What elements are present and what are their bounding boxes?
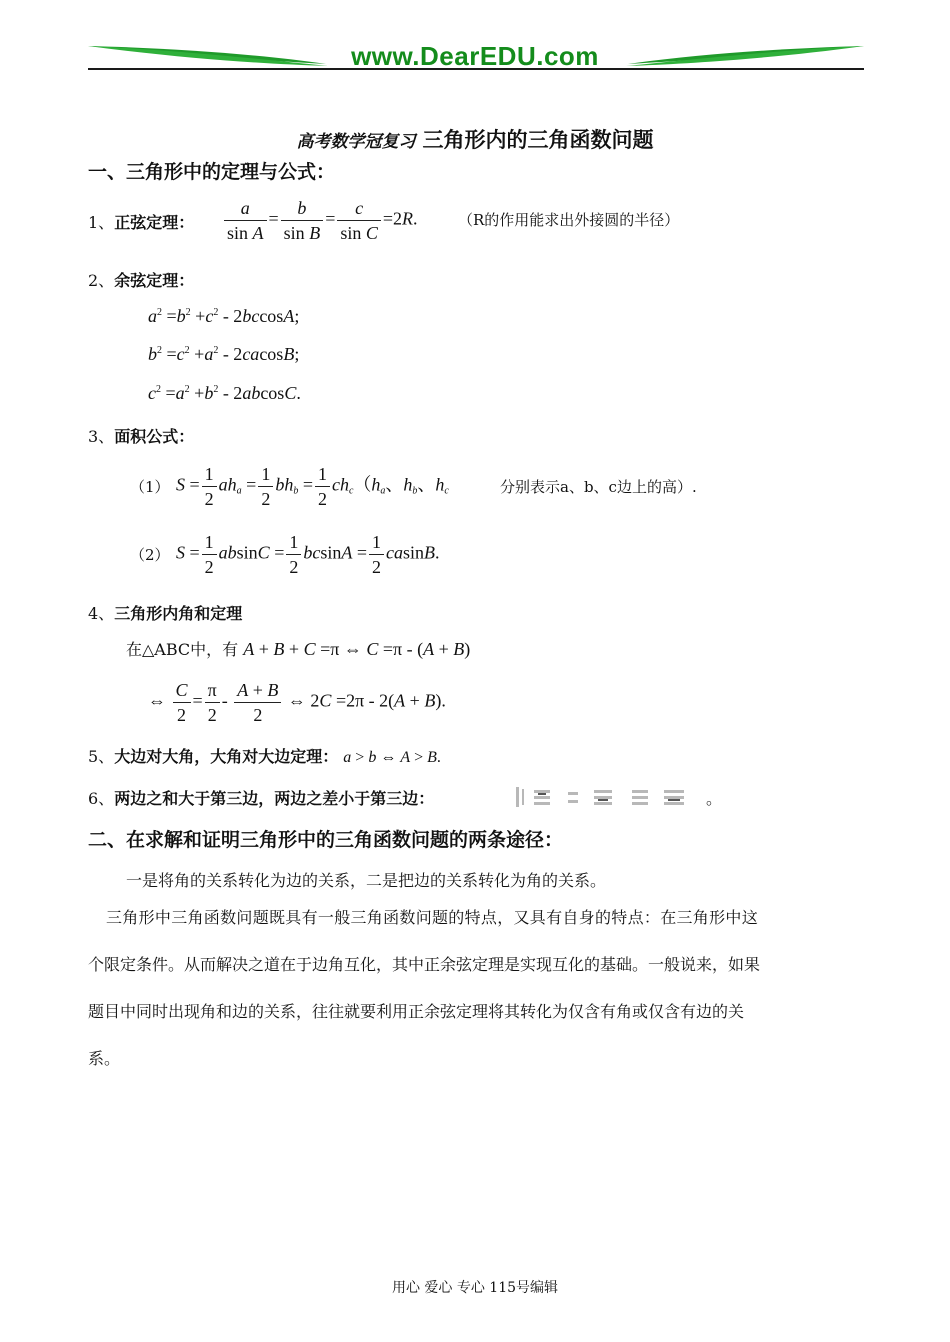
page-footer: 用心 爱心 专心 115号编辑 xyxy=(391,1280,559,1296)
paragraph-line: 系。 xyxy=(88,1049,121,1068)
sine-law-note: （R的作用能求出外接圆的半径） xyxy=(458,211,680,229)
item-label: 两边之和大于第三边，两边之差小于第三边： xyxy=(114,789,435,808)
item-angle-sum xyxy=(88,601,242,624)
item-triangle-inequality xyxy=(88,786,434,809)
title-prefix: 高考数学冠复习 xyxy=(296,132,416,152)
section2-heading: 二、在求解和证明三角形中的三角函数问题的两条途径： xyxy=(88,829,564,851)
sine-law-formula: $\frac{a}{\text{sin A}}$ = $\frac{b}{\text{sin B}}$ = $\frac{c}{\text{sin C}}$ =2R. xyxy=(222,196,418,245)
paragraph-line: 个限定条件。从而解决之道在于边角互化，其中正余弦定理是实现互化的基础。一般说来，如果 xyxy=(88,955,761,974)
area-case-1-label: （1） xyxy=(130,478,170,496)
angle-sum-line: 在△ABC中，有 A + B + C =π ⇔ C =π - (A + B) xyxy=(126,639,471,659)
item-number: 1、 xyxy=(88,213,115,232)
item-area-formula xyxy=(88,424,194,447)
area-case-2-label: （2） xyxy=(130,546,170,564)
area-formula-1: S = $\frac{1}{2}$ $ah_a$ = $\frac{1}{2}$ $bh_b$ = $\frac{1}{2}$ $ch_c(h_a$、$h_b$、$h_c$ xyxy=(176,464,449,509)
site-logo-text: www.DearEDU.com xyxy=(351,41,599,71)
item-number: 6、 xyxy=(88,789,115,808)
cosine-law-formula-a: $a^2 =b^2 +c^2 - 2bccosA$; xyxy=(148,306,300,326)
angle-sum-intro: 在△ABC中，有 xyxy=(126,640,239,659)
item-side-angle: 5、大边对大角，大角对大边定理： a > b ⇔ A > B. xyxy=(88,747,441,766)
illegible-formula-image xyxy=(514,784,702,810)
item-label: 大边对大角，大角对大边定理： xyxy=(114,747,339,766)
item-number: 5、 xyxy=(88,747,115,766)
document-title xyxy=(0,124,950,154)
item-label: 正弦定理： xyxy=(114,213,195,232)
item-cosine-law xyxy=(88,268,194,291)
title-main: 三角形内的三角函数问题 xyxy=(422,128,654,152)
angle-sum-derivation: ⇔ $\frac{C}{2}$ = $\frac{\pi}{2}$ - $\frac{A + B}{2}$ ⇔ 2C =2π - 2(A + B). xyxy=(148,680,446,725)
paragraph-line: 题目中同时出现角和边的关系，往往就要利用正余弦定理将其转化为仅含有角或仅含有边的关 xyxy=(88,1002,745,1021)
item-number: 4、 xyxy=(88,604,115,623)
section2-line1: 一是将角的关系转化为边的关系，二是把边的关系转化为角的关系。 xyxy=(126,871,607,890)
item-label: 面积公式： xyxy=(114,427,195,446)
section2-paragraph xyxy=(88,894,868,1082)
item-number: 3、 xyxy=(88,427,115,446)
item6-period: 。 xyxy=(706,789,723,808)
item-sine-law xyxy=(88,210,194,233)
item-label: 三角形内角和定理 xyxy=(114,604,243,623)
paragraph-line: 三角形中三角函数问题既具有一般三角函数问题的特点，又具有自身的特点：在三角形中这 xyxy=(106,908,759,927)
section1-heading: 一、三角形中的定理与公式： xyxy=(88,161,336,183)
area-formula-2: S = $\frac{1}{2}$ absinC = $\frac{1}{2}$ bcsinA = $\frac{1}{2}$ casinB. xyxy=(176,532,440,577)
item-label: 余弦定理： xyxy=(114,271,195,290)
item-number: 2、 xyxy=(88,271,115,290)
cosine-law-formula-c: $c^2 =a^2 +b^2 - 2abcosC$. xyxy=(148,383,301,403)
cosine-law-formula-b: $b^2 =c^2 +a^2 - 2cacosB$; xyxy=(148,344,300,364)
area-formula-note: 分别表示a、b、c边上的高）. xyxy=(500,478,697,496)
